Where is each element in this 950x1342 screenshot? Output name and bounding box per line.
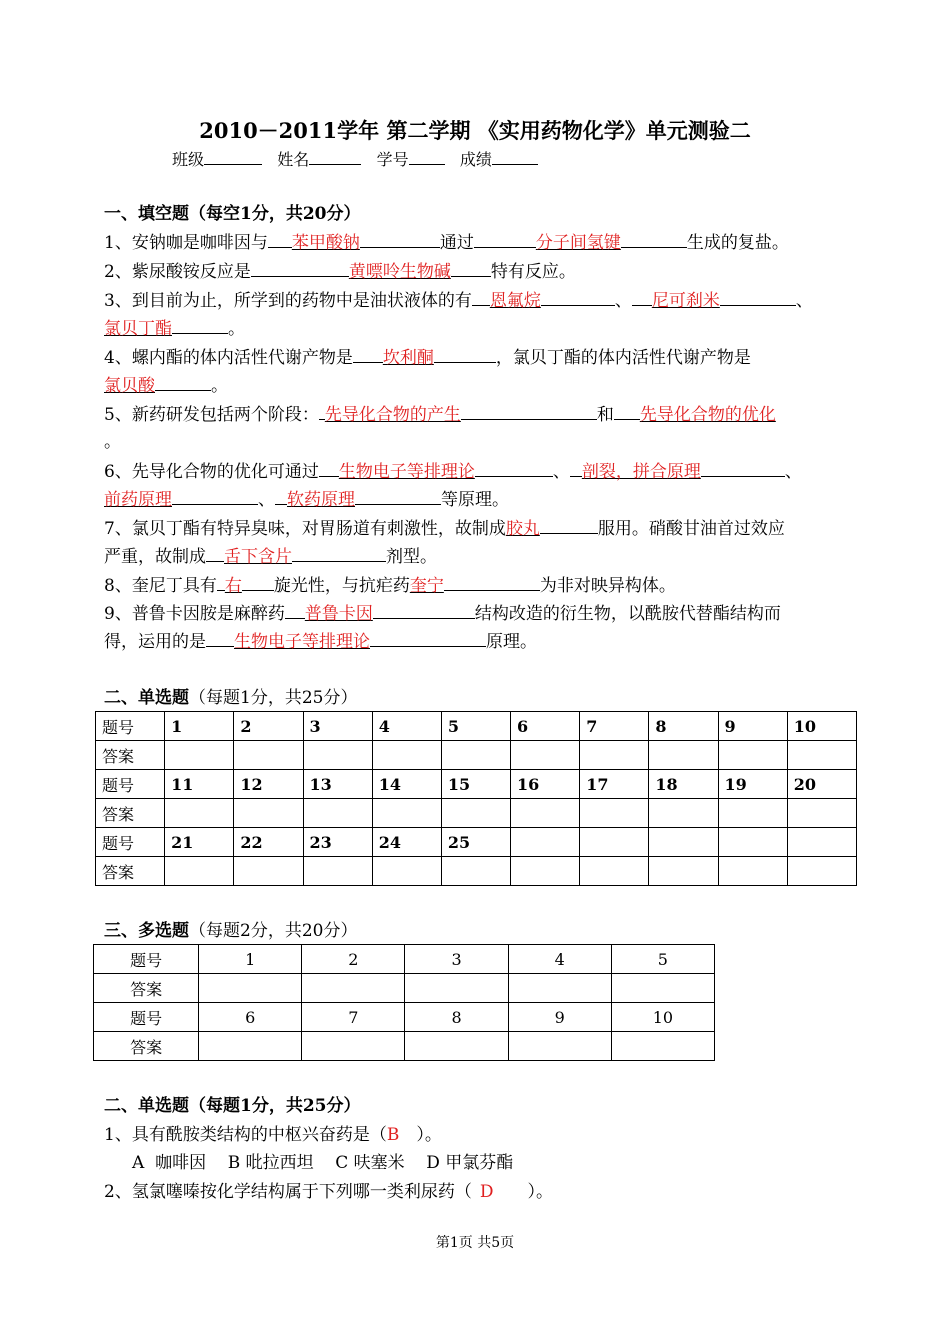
question-number: 9 [508,1003,611,1032]
question-number-label: 题号 [96,828,165,857]
question-number: 2 [234,712,303,741]
answer-cell[interactable] [787,799,856,828]
answer-cell[interactable] [405,1032,508,1061]
answer-cell[interactable] [508,1032,611,1061]
answer: 普鲁卡因 [304,604,373,624]
fill-question-7-cont: 严重，故制成 舌下含片 剂型。 [104,543,437,570]
answer: 先导化合物的产生 [324,405,461,425]
question-number: 1 [199,945,302,974]
fill-question-6-cont: 前药原理 、 软药原理 等原理。 [104,486,509,513]
table-row [94,1032,715,1061]
question-number: 24 [372,828,441,857]
answer-cell[interactable] [718,857,787,886]
fill-question-5: 5、新药研发包括两个阶段： 先导化合物的产生 和 先导化合物的优化 [104,401,776,428]
class-label: 班级 [172,150,205,169]
answer-cell[interactable] [165,799,234,828]
fill-question-7: 7、氯贝丁酯有特异臭味，对胃肠道有刺激性，故制成胶丸 服用。硝酸甘油首过效应 [104,515,785,542]
answer-cell[interactable] [302,1032,405,1061]
fill-question-4: 4、螺内酯的体内活性代谢产物是 坎利酮 ，氯贝丁酯的体内活性代谢产物是 [104,344,751,371]
choice-question-1: 1、具有酰胺类结构的中枢兴奋药是（B ）。 [104,1125,442,1145]
table-row [96,741,857,770]
table-row [94,945,715,974]
answer-cell[interactable] [199,974,302,1003]
answer-cell[interactable] [372,857,441,886]
answer: 舌下含片 [224,547,292,567]
answer: 苯甲酸钠 [291,233,360,253]
answer-cell[interactable] [718,799,787,828]
answer-cell[interactable] [303,799,372,828]
answer-cell[interactable] [405,974,508,1003]
answer: 剖裂，拼合原理 [581,462,701,482]
question-number-label: 题号 [94,1003,199,1032]
question-number: 14 [372,770,441,799]
answer-cell[interactable] [787,857,856,886]
answer: B [386,1125,400,1145]
answer-cell[interactable] [302,974,405,1003]
section3-heading: 三、多选题（每题2分，共20分） [104,921,358,941]
fill-question-5-cont: 。 [104,432,121,452]
question-number: 18 [649,770,718,799]
answer-cell[interactable] [580,741,649,770]
question-number: 12 [234,770,303,799]
answer-cell[interactable] [611,974,714,1003]
answer-cell[interactable] [234,857,303,886]
answer-cell[interactable] [787,741,856,770]
id-label: 学号 [376,150,409,169]
question-number [787,828,856,857]
table-row [94,1003,715,1032]
question-number [649,828,718,857]
answer-cell[interactable] [508,974,611,1003]
fill-question-1: 1、安钠咖是咖啡因与 苯甲酸钠 通过 分子间氢键 生成的复盐。 [104,229,789,256]
question-number: 11 [165,770,234,799]
choice-question-1-options: A 咖啡因 B 吡拉西坦 C 呋塞米 D 甲氯芬酯 [132,1153,514,1173]
answer-cell[interactable] [511,857,580,886]
answer-label: 答案 [94,1032,199,1061]
score-label: 成绩 [459,150,492,169]
answer: 黄嘌呤生物碱 [348,262,451,282]
question-number: 8 [649,712,718,741]
answer-cell[interactable] [441,799,510,828]
answer-label: 答案 [96,799,165,828]
answer-label: 答案 [96,857,165,886]
answer-cell[interactable] [611,1032,714,1061]
answer-cell[interactable] [441,741,510,770]
student-info [172,146,538,170]
answer-cell[interactable] [649,741,718,770]
section4-heading: 二、单选题（每题1分，共25分） [104,1096,361,1116]
answer-cell[interactable] [511,741,580,770]
answer-cell[interactable] [372,741,441,770]
answer: 恩氟烷 [489,291,541,311]
fill-question-3: 3、到目前为止，所学到的药物中是油状液体的有 恩氟烷 、 尼可刹米 、 [104,287,813,314]
question-number [718,828,787,857]
answer-cell[interactable] [165,857,234,886]
answer-cell[interactable] [165,741,234,770]
multi-choice-answer-table [93,944,715,1061]
answer-cell[interactable] [511,799,580,828]
answer: 氯贝酸 [104,376,155,396]
fill-question-8: 8、奎尼丁具有 右 旋光性，与抗疟药奎宁 为非对映异构体。 [104,572,676,599]
question-number: 6 [511,712,580,741]
answer-cell[interactable] [649,857,718,886]
question-number: 4 [508,945,611,974]
question-number: 6 [199,1003,302,1032]
question-number-label: 题号 [96,770,165,799]
answer: 坎利酮 [382,348,434,368]
question-number: 1 [165,712,234,741]
answer-label: 答案 [96,741,165,770]
answer: 胶丸 [505,519,540,539]
fill-question-4-cont: 氯贝酸 。 [104,372,228,399]
question-number: 10 [787,712,856,741]
question-number: 13 [303,770,372,799]
question-number: 9 [718,712,787,741]
answer: 右 [224,576,242,596]
answer-cell[interactable] [303,857,372,886]
answer: 生物电子等排理论 [234,632,370,652]
answer-cell[interactable] [580,799,649,828]
answer: 分子间氢键 [535,233,621,253]
table-row [96,712,857,741]
question-number: 3 [303,712,372,741]
question-number: 19 [718,770,787,799]
question-number: 20 [787,770,856,799]
answer-cell[interactable] [372,799,441,828]
single-choice-answer-table [95,711,857,886]
answer: 氯贝丁酯 [104,319,172,339]
answer-cell[interactable] [234,799,303,828]
answer-label: 答案 [94,974,199,1003]
choice-question-2: 2、氢氯噻嗪按化学结构属于下列哪一类利尿药（ D ）。 [104,1182,553,1202]
name-label: 姓名 [277,150,310,169]
question-number [580,828,649,857]
question-number: 16 [511,770,580,799]
answer: 软药原理 [287,490,355,510]
fill-question-2: 2、紫尿酸铵反应是 黄嘌呤生物碱 特有反应。 [104,258,576,285]
fill-question-9: 9、普鲁卡因胺是麻醉药 普鲁卡因 结构改造的衍生物，以酰胺代替酯结构而 [104,600,781,627]
fill-question-3-cont: 氯贝丁酯 。 [104,315,245,342]
answer-cell[interactable] [580,857,649,886]
question-number: 7 [580,712,649,741]
question-number-label: 题号 [94,945,199,974]
answer-cell[interactable] [649,799,718,828]
answer: 尼可刹米 [651,291,720,311]
table-row [96,770,857,799]
answer: 先导化合物的优化 [639,405,776,425]
answer: 生物电子等排理论 [338,462,475,482]
answer-cell[interactable] [199,1032,302,1061]
answer-cell[interactable] [441,857,510,886]
question-number: 5 [611,945,714,974]
table-row [96,799,857,828]
fill-question-9-cont: 得，运用的是 生物电子等排理论 原理。 [104,628,537,655]
question-number: 8 [405,1003,508,1032]
answer-cell[interactable] [303,741,372,770]
question-number: 17 [580,770,649,799]
question-number: 23 [303,828,372,857]
page-title: 2010－2011学年 第二学期 《实用药物化学》单元测验二 [199,118,751,143]
question-number: 4 [372,712,441,741]
question-number: 22 [234,828,303,857]
question-number: 25 [441,828,510,857]
question-number: 10 [611,1003,714,1032]
fill-question-6: 6、先导化合物的优化可通过 生物电子等排理论 、 剖裂，拼合原理 、 [104,458,802,485]
answer: 前药原理 [104,490,172,510]
answer-cell[interactable] [718,741,787,770]
table-row [96,857,857,886]
question-number: 7 [302,1003,405,1032]
question-number: 2 [302,945,405,974]
question-number: 3 [405,945,508,974]
section1-heading: 一、填空题（每空1分，共20分） [104,204,361,224]
answer-cell[interactable] [234,741,303,770]
page-footer: 第1页 共5页 [435,1235,515,1251]
question-number: 5 [441,712,510,741]
question-number: 15 [441,770,510,799]
answer: 奎宁 [409,576,444,596]
question-number-label: 题号 [96,712,165,741]
section2-heading: 二、单选题（每题1分，共25分） [104,688,358,708]
table-row [96,828,857,857]
table-row [94,974,715,1003]
answer: D [479,1182,494,1202]
question-number: 21 [165,828,234,857]
question-number [511,828,580,857]
